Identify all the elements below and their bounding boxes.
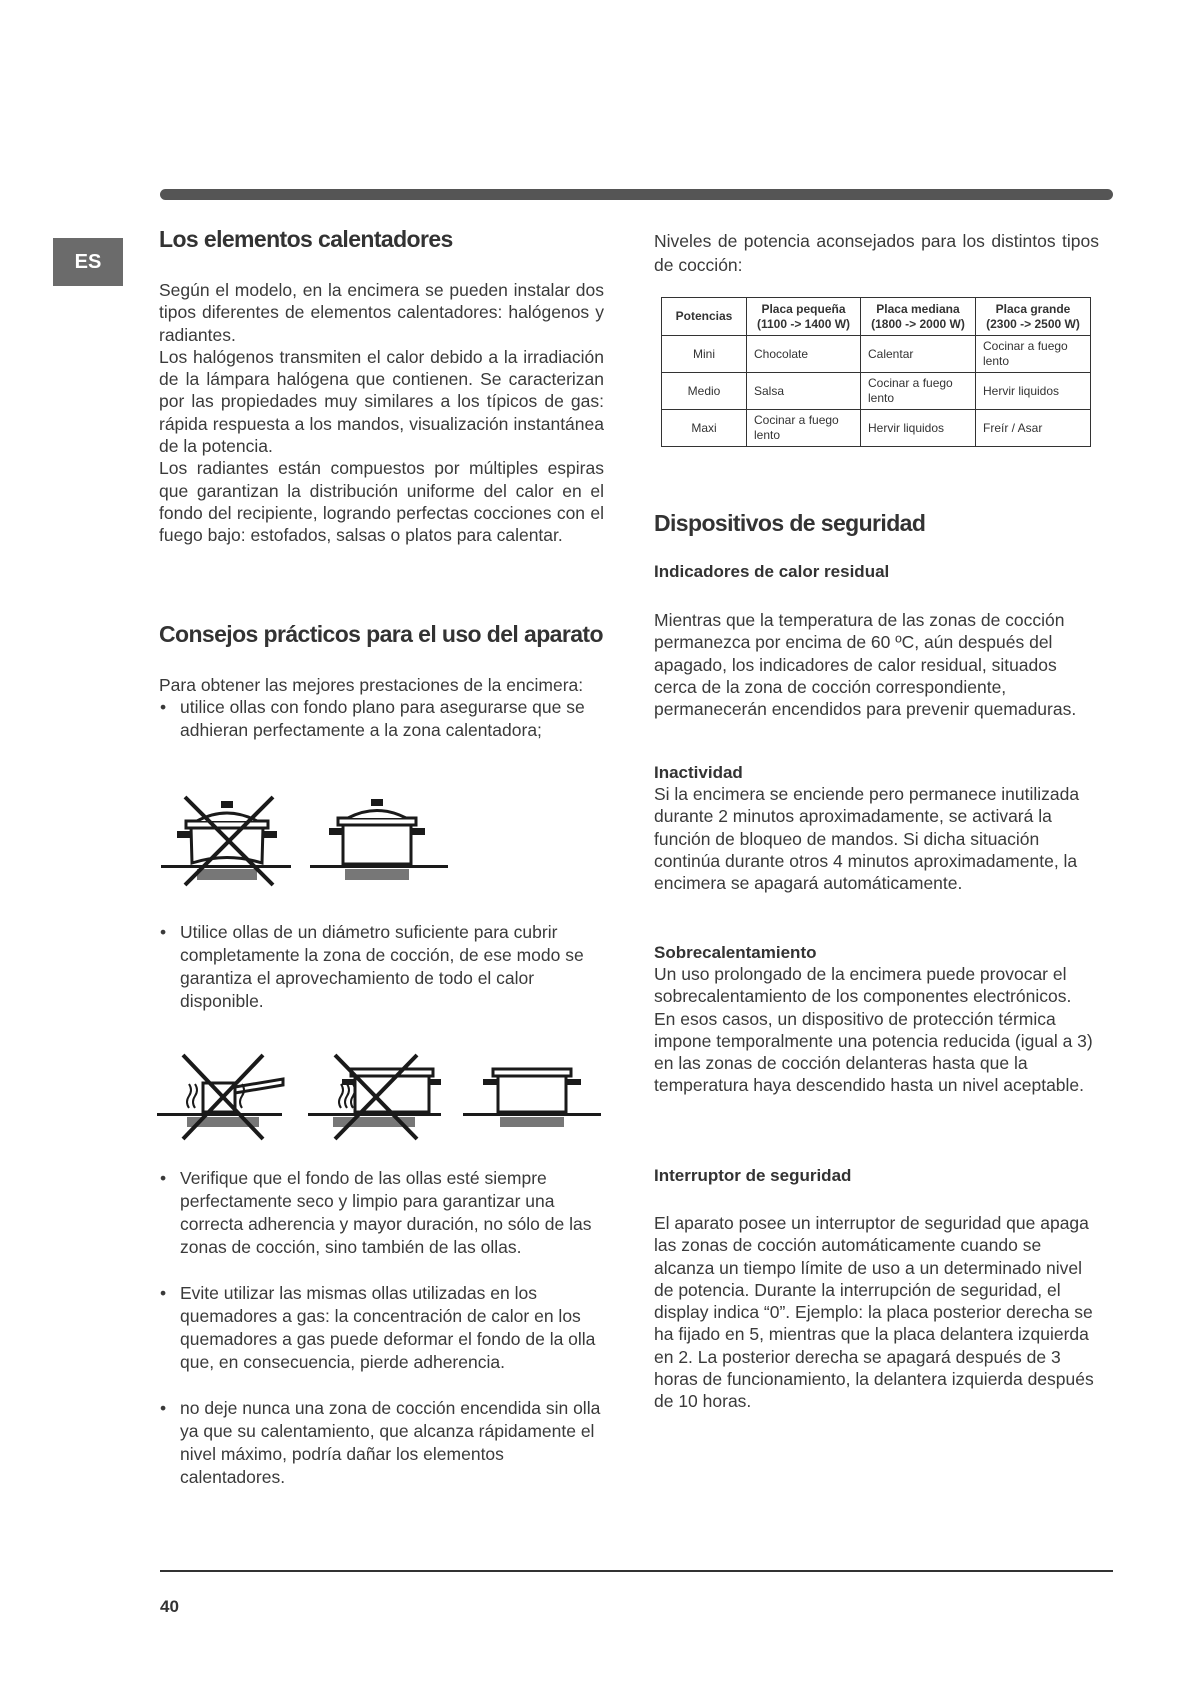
page-number: 40 — [160, 1597, 179, 1616]
subsection-title: Interruptor de seguridad — [654, 1166, 852, 1185]
paragraph: En esos casos, un dispositivo de protección térmica impone temporalmente una potencia reducida (igual a 3) en las zonas de cocción delanteras hasta que la temperatura haya descendido hasta un nivel aceptable. — [654, 1008, 1093, 1096]
residual-heat-text — [654, 609, 1099, 720]
medium-pot-wrong-icon — [308, 1055, 441, 1139]
list-item: • Evite utilizar las mismas ollas utilizadas en los quemadores a gas: la concentración de calor en los quemadores a gas puede deformar el fondo de la olla que, en consecuencia, pierde adherencia. — [159, 1282, 604, 1374]
table-cell: Hervir liquidos — [976, 373, 1091, 410]
table-intro — [654, 229, 1099, 277]
top-rule — [160, 189, 1113, 200]
list-item: • Utilice ollas de un diámetro suficiente para cubrir completamente la zona de cocción, de ese modo se garantiza el aprovechamiento de todo el calor disponible. — [159, 921, 604, 1013]
language-tab: ES — [53, 238, 123, 286]
table-cell: Cocinar a fuego lento — [747, 410, 861, 447]
inactivity-block — [654, 763, 1099, 894]
section-title: Consejos prácticos para el uso del aparato — [159, 621, 603, 647]
subheading-safety-switch — [654, 1166, 1099, 1186]
subheading-residual-heat — [654, 562, 1099, 582]
tips-list — [159, 1167, 604, 1489]
bottom-rule — [160, 1570, 1113, 1572]
table-row — [662, 410, 1091, 447]
table-cell: Chocolate — [747, 336, 861, 373]
tips-list — [159, 921, 604, 1013]
tips-list — [159, 696, 604, 742]
safety-switch-text — [654, 1212, 1099, 1413]
list-item: • no deje nunca una zona de cocción encendida sin olla ya que su calentamiento, que alcanza rápidamente el nivel máximo, podría dañar los elementos calentadores. — [159, 1397, 604, 1489]
wrong-pot-icon — [161, 797, 291, 885]
paragraph: Un uso prolongado de la encimera puede provocar el sobrecalentamiento de los componentes electrónicos. — [654, 964, 1072, 1007]
list-item: • utilice ollas con fondo plano para asegurarse que se adhieran perfectamente a la zona calentadora; — [159, 696, 604, 742]
flat-bottom-pots-illustration — [155, 795, 455, 895]
subsection-title: Inactividad — [654, 763, 743, 782]
tips-block — [159, 674, 604, 742]
table-row — [662, 336, 1091, 373]
paragraph: Los radiantes están compuestos por múltiples espiras que garantizan la distribución uniforme del calor en el fondo del recipiente, logrando perfectas cocciones con el fuego bajo: estofados, salsas o platos para calentar. — [159, 458, 604, 546]
table-cell: Cocinar a fuego lento — [861, 373, 976, 410]
paragraph: El aparato posee un interruptor de seguridad que apaga las zonas de cocción automáticamente cuando se alcanza un tiempo límite de uso a un determinado nivel de potencia. Durante la interrupción de seguridad, el display indica “0”. Ejemplo: la placa posterior derecha se ha fijado en 5, mientras que la placa delantera izquierda en 2. La posterior derecha se apagará después de 3 horas de funcionamiento, la delantera izquierda después de 10 horas. — [654, 1213, 1094, 1412]
table-cell: Mini — [662, 336, 747, 373]
table-cell: Cocinar a fuego lento — [976, 336, 1091, 373]
heading-heating-elements — [159, 226, 604, 253]
table-header-row — [662, 298, 1091, 336]
pot-diameter-illustration — [155, 1045, 605, 1145]
subsection-title: Sobrecalentamiento — [654, 943, 817, 962]
section-title: Los elementos calentadores — [159, 226, 453, 252]
power-levels-table — [661, 297, 1091, 447]
correct-pot-icon — [463, 1069, 601, 1127]
column-header: Placa pequeña (1100 -> 1400 W) — [747, 298, 861, 336]
column-header: Potencias — [662, 298, 747, 336]
section-title: Dispositivos de seguridad — [654, 510, 926, 536]
list-item: • Verifique que el fondo de las ollas esté siempre perfectamente seco y limpio para garantizar una correcta adherencia y mayor duración, no sólo de las zonas de cocción, sino también de las ollas. — [159, 1167, 604, 1259]
paragraph: Si la encimera se enciende pero permanece inutilizada durante 2 minutos aproximadamente, se activará la función de bloqueo de mandos. Si dicha situación continúa durante otros 4 minutos aproximadamente, la encimera se apagará automáticamente. — [654, 784, 1080, 894]
heading-tips — [159, 621, 619, 648]
table-row — [662, 373, 1091, 410]
table-cell: Calentar — [861, 336, 976, 373]
tips-block-3 — [159, 1167, 604, 1489]
paragraph: Según el modelo, en la encimera se pueden instalar dos tipos diferentes de elementos calentadores: halógenos y radiantes. — [159, 280, 604, 345]
correct-pot-icon — [310, 799, 448, 880]
paragraph: Los halógenos transmiten el calor debido a la irradiación de la lámpara halógena que contienen. Se caracterizan por las propiedades muy similares a los típicos de gas: rápida respuesta a los mandos, visualización instantánea de la potencia. — [159, 346, 604, 457]
table-cell: Maxi — [662, 410, 747, 447]
table-cell: Hervir liquidos — [861, 410, 976, 447]
heading-safety — [654, 510, 1099, 537]
table-cell: Freír / Asar — [976, 410, 1091, 447]
tips-block-2 — [159, 921, 604, 1013]
paragraph: Niveles de potencia aconsejados para los distintos tipos de cocción: — [654, 231, 1099, 275]
column-header: Placa grande (2300 -> 2500 W) — [976, 298, 1091, 336]
subsection-title: Indicadores de calor residual — [654, 562, 890, 581]
table-cell: Salsa — [747, 373, 861, 410]
paragraph: Mientras que la temperatura de las zonas de cocción permanezca por encima de 60 ºC, aún después del apagado, los indicadores de calor residual, situados cerca de la zona de cocción correspondiente, permanecerán encendidos para prevenir quemaduras. — [654, 610, 1077, 720]
heating-elements-text — [159, 279, 604, 547]
overheating-block — [654, 943, 1099, 1097]
paragraph: Para obtener las mejores prestaciones de la encimera: — [159, 675, 584, 695]
column-header: Placa mediana (1800 -> 2000 W) — [861, 298, 976, 336]
small-pan-wrong-icon — [157, 1055, 283, 1139]
table-cell: Medio — [662, 373, 747, 410]
